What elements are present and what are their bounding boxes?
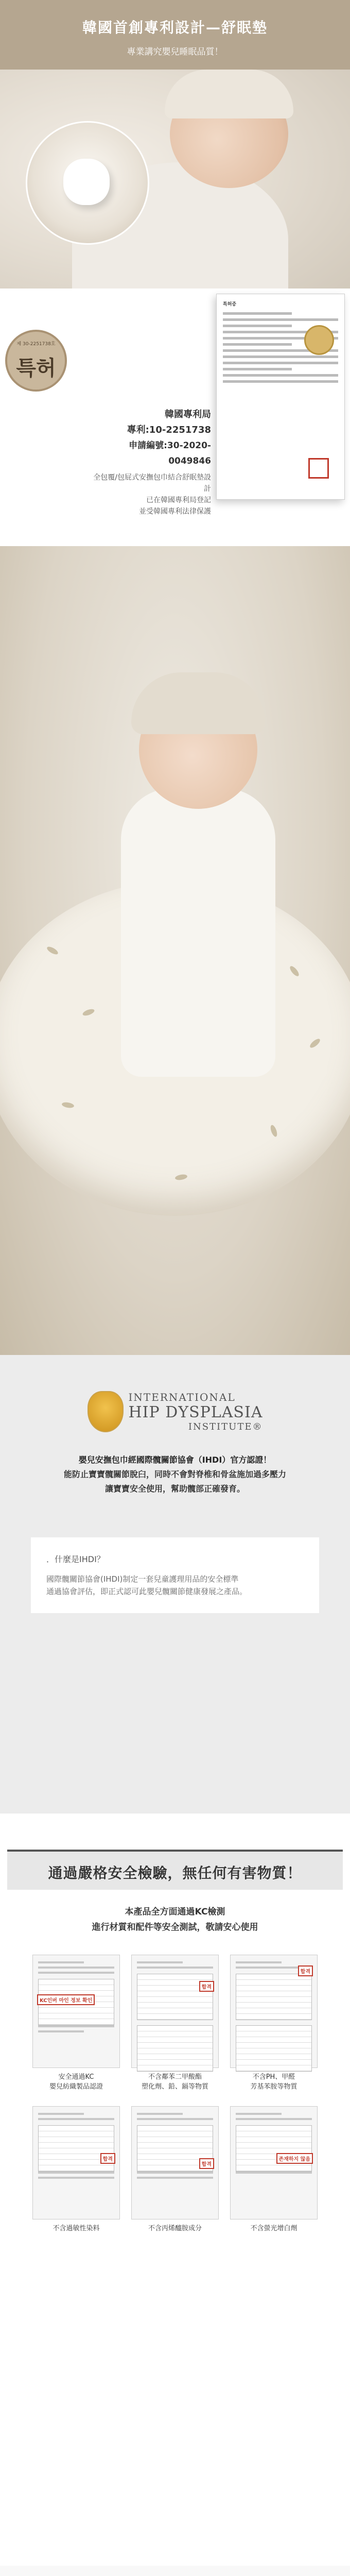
patent-info-panel: [0, 289, 350, 546]
stamp-text: 특허: [16, 357, 56, 380]
gold-seal-icon: [304, 325, 334, 355]
report-label-line: 不含過敏性染料: [52, 2225, 100, 2232]
report-label-line: 不含螢光增白劑: [250, 2225, 297, 2232]
test-report-card: [131, 1955, 219, 2092]
test-report-image: [131, 1955, 219, 2068]
patent-details: [90, 407, 211, 517]
patent-section: [0, 0, 350, 546]
test-report-image: [32, 1955, 120, 2068]
report-label-line: 安全通過KC: [58, 2073, 94, 2081]
patent-title: 韓國首創專利設計—舒眠墊: [82, 19, 268, 36]
ihdi-emblem-icon: [87, 1391, 124, 1432]
safety-intro-line: 進行材質和配件等安全測試，敬請安心使用: [92, 1922, 258, 1933]
stamp-number: 제 30-2251738호: [16, 342, 56, 347]
baby-swaddle-shape: [121, 788, 275, 1077]
test-report-image: [131, 2106, 219, 2219]
ihdi-logo: [21, 1391, 329, 1432]
report-tag: 합격: [298, 1965, 313, 1976]
ihdi-logo-line1: INTERNATIONAL: [128, 1391, 236, 1403]
patent-description: [90, 472, 211, 517]
ihdi-box-line: 通過協會評估，即正式認可此嬰兒髖關節健康發展之產品。: [46, 1587, 248, 1596]
ihdi-box-line: 國際髖關節協會(IHDI)制定一套兒童護理用品的安全標準: [46, 1574, 239, 1584]
report-label-line: 芳基苯胺等物質: [250, 2083, 297, 2091]
ihdi-box-body: [46, 1573, 304, 1598]
test-report-card: [32, 2106, 120, 2233]
patent-subtitle: 專業講究嬰兒睡眠品質！: [127, 47, 223, 57]
test-report-card: [230, 1955, 318, 2092]
test-report-card: [32, 1955, 120, 2092]
spec-section: [0, 2566, 350, 2576]
report-label-line: 不含鄰苯二甲酸酯: [148, 2073, 202, 2081]
safety-intro-line: 本產品全方面通過KC檢測: [125, 1907, 225, 1917]
patent-desc-line: 全包覆/包屁式安撫包巾結合舒眠墊設計: [93, 473, 211, 493]
ihdi-section: [0, 1355, 350, 1814]
report-tag: KC인버 마인 정보 확인: [37, 1994, 95, 2005]
product-lifestyle-photo: [0, 546, 350, 1355]
safety-banner-title: 通過嚴格安全檢驗，無任何有害物質！: [48, 1865, 302, 1882]
report-label-line: 不含丙烯醯胺成分: [148, 2225, 202, 2232]
test-report-grid: [0, 1955, 350, 2233]
zoom-detail-circle: [26, 121, 149, 245]
ihdi-description: [21, 1453, 329, 1496]
patent-certificate-image: [216, 294, 345, 500]
test-report-card: [131, 2106, 219, 2233]
ihdi-logo-line2: HIP DYSPLASIA: [128, 1403, 263, 1421]
ihdi-desc-line: 能防止寶寶髖關節脫臼，同時不會對脊椎和骨盆施加過多壓力: [63, 1469, 286, 1479]
safety-test-section: [0, 1814, 350, 2566]
report-label-line: 嬰兒紡織製品認證: [49, 2083, 103, 2091]
report-tag: 합격: [199, 2158, 214, 2169]
ihdi-desc-line: 嬰兒安撫包巾經國際髖關節協會（IHDI）官方認證！: [78, 1455, 272, 1465]
patent-banner: [0, 0, 350, 70]
report-label-line: 不含PH、甲醛: [252, 2073, 295, 2081]
application-number: 申請編號:30-2020-0049846: [129, 440, 211, 466]
product-photo-closeup: [0, 70, 350, 312]
certificate-heading: 특허증: [223, 302, 237, 307]
ihdi-box-title: ．什麼是IHDI？: [46, 1554, 105, 1564]
test-report-image: [230, 1955, 318, 2068]
test-report-image: [230, 2106, 318, 2219]
report-label-line: 塑化劑、鉛、鎘等物質: [141, 2083, 208, 2091]
ihdi-logo-line3: INSTITUTE®: [188, 1421, 263, 1432]
patent-desc-line: 已在韓國專利局登記: [146, 496, 211, 504]
safety-intro: [0, 1904, 350, 1935]
patent-office: 韓國專利局: [165, 409, 211, 420]
red-stamp-icon: [308, 458, 329, 479]
patent-stamp: [5, 330, 67, 392]
ihdi-info-box: [31, 1537, 319, 1613]
report-tag: 합격: [100, 2153, 115, 2164]
safety-banner: [7, 1850, 343, 1890]
patent-number: 專利:10-2251738: [127, 425, 211, 435]
report-tag: 존재하지 않음: [276, 2153, 313, 2164]
report-tag: 합격: [199, 1981, 214, 1992]
test-report-card: [230, 2106, 318, 2233]
patent-desc-line: 並受韓國專利法律保護: [139, 507, 211, 516]
baby-hat-shape: [165, 70, 293, 118]
ihdi-desc-line: 讓寶寶安全使用，幫助髖部正確發育。: [104, 1484, 245, 1494]
test-report-image: [32, 2106, 120, 2219]
